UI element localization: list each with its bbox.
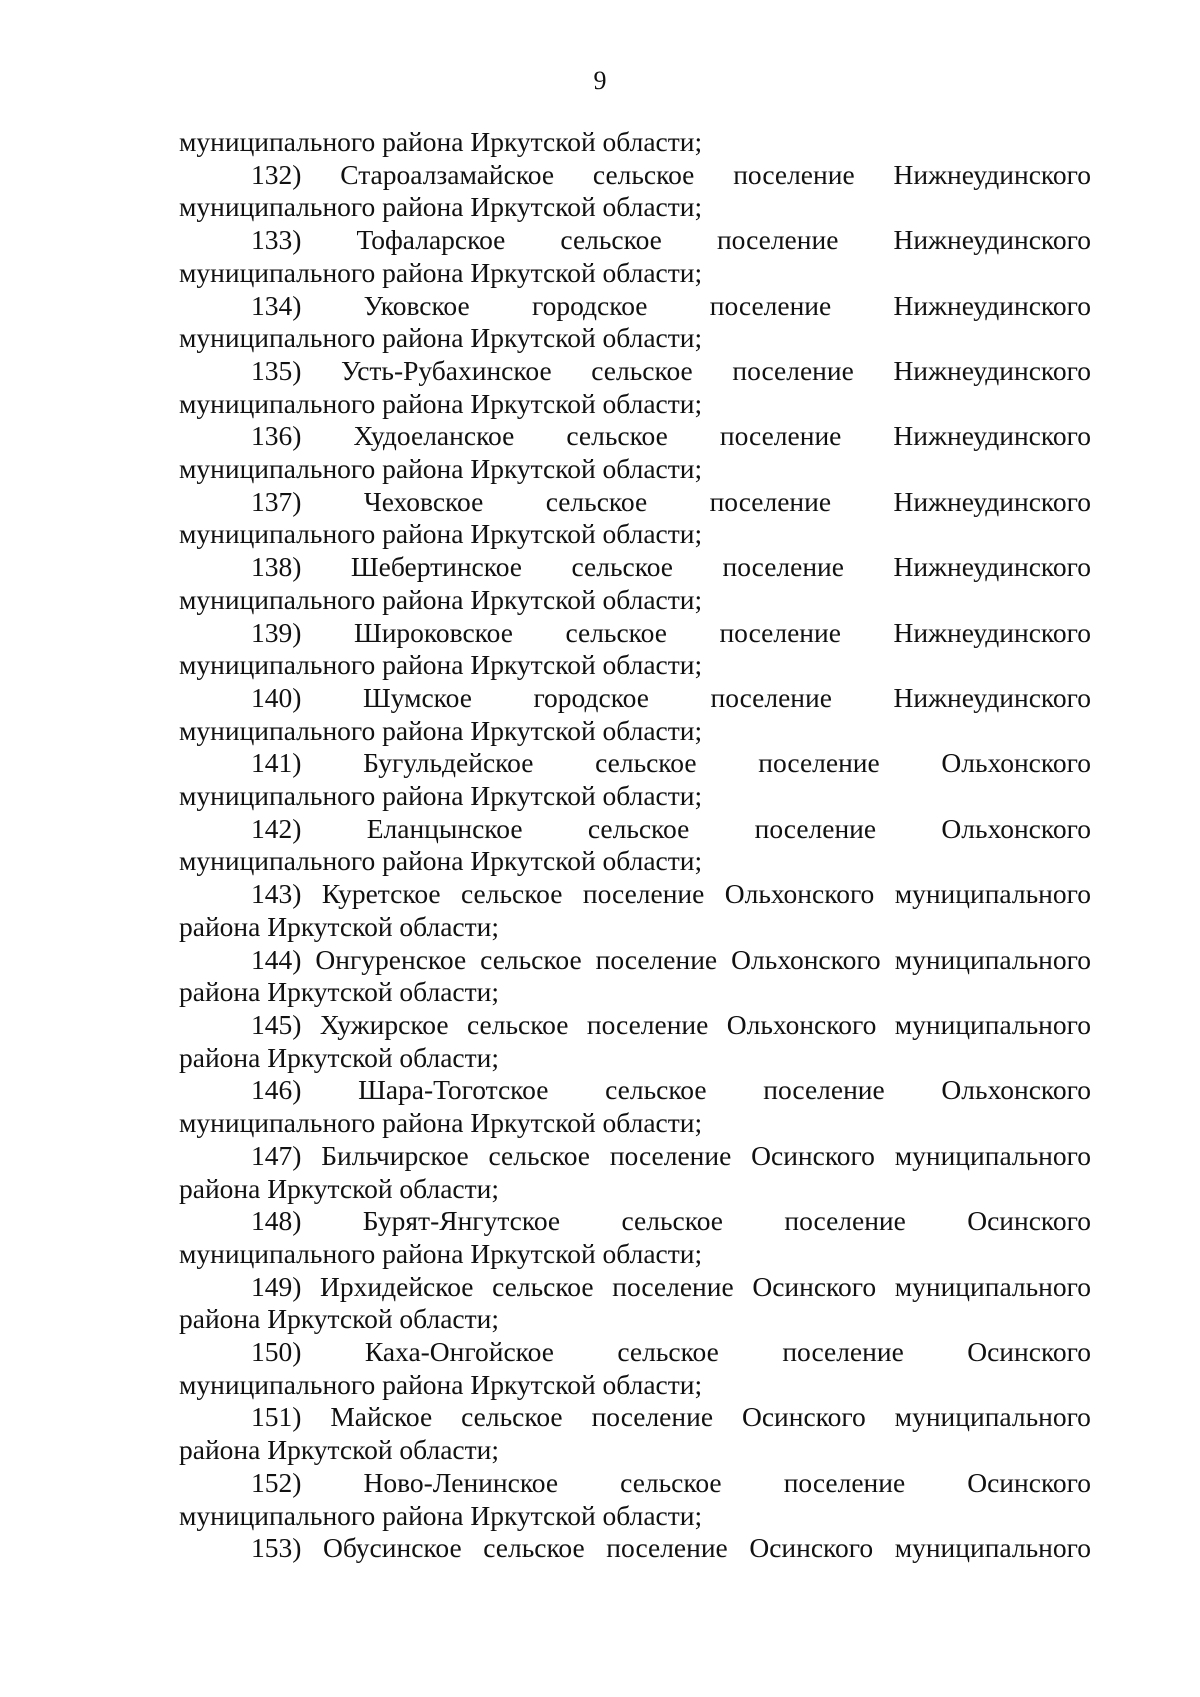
item-word: поселение [606,1532,728,1564]
item-word: поселение [763,1074,885,1106]
item-number: 135) [251,354,302,386]
item-word: поселение [782,1336,904,1368]
list-item [179,1205,1091,1270]
item-word: Еланцынское [366,812,523,844]
item-word: поселение [716,224,839,256]
item-word: сельское [566,420,668,452]
item-word: поселение [710,681,832,713]
item-word: Бурят-Янгутское [362,1205,561,1237]
list-item-continuation: района Иркутской области; [179,910,499,942]
item-number: 151) [251,1401,302,1433]
list-item-first-line [179,1140,1091,1173]
item-word: поселение [732,354,854,386]
item-number: 137) [251,485,302,517]
item-word: Осинского [967,1466,1091,1498]
item-word: Онгуренское [315,943,467,975]
item-word: Староалзамайское [340,158,555,190]
list-item-continuation: муниципального района Иркутской области; [179,387,703,419]
item-word: сельское [571,551,673,583]
list-item [179,551,1091,616]
item-word: поселение [582,878,705,910]
item-word: Уковское [363,289,470,321]
item-word: муниципального [894,1139,1091,1171]
item-word: Ольхонского [941,747,1091,779]
item-word: Бильчирское [321,1139,469,1171]
list-item-continuation: муниципального района Иркутской области; [179,1499,703,1531]
item-word: Ирхидейское [320,1270,474,1302]
item-word: поселение [709,485,832,517]
list-item-first-line [179,1467,1091,1500]
item-word: поселение [591,1401,714,1433]
list-item-first-line [179,1271,1091,1304]
list-item [179,747,1091,812]
item-number: 134) [251,289,302,321]
list-item-first-line [179,224,1091,257]
item-word: сельское [492,1270,594,1302]
item-number: 144) [251,943,302,975]
item-word: муниципального [894,1532,1091,1564]
item-word: сельское [560,224,662,256]
item-word: сельское [483,1532,585,1564]
item-word: сельское [621,1205,723,1237]
list-item-continuation: муниципального района Иркутской области; [179,1107,703,1139]
page-number: 9 [593,66,607,95]
item-word: Нижнеудинского [893,354,1091,386]
item-number: 139) [251,616,302,648]
item-word: поселение [733,158,855,190]
item-number: 145) [251,1008,302,1040]
continuation-line: муниципального района Иркутской области; [179,126,703,157]
item-number: 133) [251,224,302,256]
item-word: поселение [595,943,718,975]
list-item-continuation: муниципального района Иркутской области; [179,191,703,223]
list-item-continuation: муниципального района Иркутской области; [179,322,703,354]
item-word: Нижнеудинского [893,551,1091,583]
item-word: сельское [467,1008,569,1040]
item-number: 148) [251,1205,302,1237]
list-item [179,224,1091,289]
list-item [179,617,1091,682]
list-item-continuation: муниципального района Иркутской области; [179,714,703,746]
list-item [179,486,1091,551]
item-word: Нижнеудинского [893,485,1091,517]
list-item [179,682,1091,747]
list-item-first-line [179,878,1091,911]
item-number: 146) [251,1074,302,1106]
item-word: муниципального [894,1008,1091,1040]
list-item-continuation: района Иркутской области; [179,1434,499,1466]
item-number: 152) [251,1466,302,1498]
item-word: Каха-Онгойское [364,1336,554,1368]
item-word: сельское [587,812,690,844]
list-item [179,159,1091,224]
settlement-list [179,159,1091,1565]
item-number: 136) [251,420,302,452]
item-word: Осинского [741,1401,866,1433]
list-item-first-line [179,1532,1091,1565]
item-word: поселение [783,1466,906,1498]
list-item-first-line [179,486,1091,519]
list-item [179,1271,1091,1336]
continuation-paragraph [179,126,1091,159]
list-item-first-line [179,813,1091,846]
list-item-first-line [179,682,1091,715]
item-number: 142) [251,812,302,844]
item-number: 150) [251,1336,302,1368]
item-word: сельское [480,943,582,975]
item-word: сельское [620,1466,722,1498]
item-word: сельское [461,878,563,910]
list-item-continuation: района Иркутской области; [179,1041,499,1073]
list-item [179,1140,1091,1205]
item-word: сельское [488,1139,590,1171]
list-item [179,290,1091,355]
item-number: 143) [251,878,302,910]
list-item [179,420,1091,485]
list-item [179,813,1091,878]
list-item-first-line [179,420,1091,453]
item-number: 147) [251,1139,302,1171]
list-item-continuation: района Иркутской области; [179,1303,499,1335]
item-word: Усть-Рубахинское [341,354,552,386]
item-word: Нижнеудинского [893,224,1091,256]
item-word: Нижнеудинского [893,289,1091,321]
list-item [179,1336,1091,1401]
item-word: поселение [586,1008,709,1040]
item-word: Нижнеудинского [893,158,1091,190]
list-item-continuation: муниципального района Иркутской области; [179,256,703,288]
list-item [179,1401,1091,1466]
item-word: Осинского [749,1532,874,1564]
item-word: Бугульдейское [363,747,534,779]
list-item-first-line [179,1009,1091,1042]
item-word: Нижнеудинского [893,616,1091,648]
item-word: сельское [617,1336,719,1368]
item-word: Ново-Ленинское [363,1466,559,1498]
item-word: Худоеланское [353,420,515,452]
item-word: Ольхонского [724,878,875,910]
item-word: Ольхонского [731,943,881,975]
item-word: Нижнеудинского [893,420,1091,452]
list-item-continuation: муниципального района Иркутской области; [179,583,703,615]
item-word: Шара-Тоготское [358,1074,549,1106]
item-word: муниципального [894,878,1091,910]
item-word: городское [531,289,648,321]
item-word: Осинского [967,1205,1091,1237]
list-item-continuation: муниципального района Иркутской области; [179,1237,703,1269]
item-word: сельское [592,158,695,190]
item-word: Шебертинское [350,551,523,583]
item-word: поселение [612,1270,734,1302]
item-word: сельское [595,747,697,779]
list-item-first-line [179,290,1091,323]
item-word: Тофаларское [356,224,506,256]
list-item-first-line [179,1205,1091,1238]
list-item-continuation: муниципального района Иркутской области; [179,453,703,485]
item-word: Обусинское [323,1532,462,1564]
item-number: 149) [251,1270,302,1302]
item-word: Шумское [362,681,472,713]
item-number: 132) [251,158,302,190]
item-word: поселение [758,747,880,779]
item-word: сельское [565,616,667,648]
item-word: поселение [609,1139,732,1171]
list-item-continuation: района Иркутской области; [179,976,499,1008]
document-body [179,126,1091,1565]
item-word: Куретское [321,878,441,910]
item-number: 141) [251,747,302,779]
list-item-first-line [179,944,1091,977]
item-word: поселение [719,616,841,648]
item-number: 153) [251,1532,302,1564]
list-item-first-line [179,355,1091,388]
item-word: Ольхонского [941,812,1091,844]
item-word: поселение [784,1205,906,1237]
list-item [179,355,1091,420]
item-word: поселение [722,551,844,583]
item-word: муниципального [894,1401,1091,1433]
list-item-first-line [179,1401,1091,1434]
list-item-continuation: муниципального района Иркутской области; [179,780,703,812]
item-number: 140) [251,681,302,713]
list-item-first-line [179,747,1091,780]
item-word: сельское [545,485,648,517]
item-word: Осинского [751,1139,875,1171]
list-item-first-line [179,617,1091,650]
list-item [179,1467,1091,1532]
list-item [179,1532,1091,1565]
list-item-continuation: муниципального района Иркутской области; [179,518,703,550]
list-item [179,944,1091,1009]
list-item-continuation: муниципального района Иркутской области; [179,1368,703,1400]
item-word: Хужирское [319,1008,449,1040]
item-word: Ольхонского [726,1008,877,1040]
list-item-first-line [179,159,1091,192]
item-word: муниципального [894,1270,1091,1302]
item-word: Нижнеудинского [893,681,1091,713]
list-item [179,878,1091,943]
list-item-first-line [179,1336,1091,1369]
item-word: муниципального [894,943,1091,975]
list-item-first-line [179,1074,1091,1107]
item-word: Чеховское [363,485,484,517]
item-word: поселение [719,420,842,452]
list-item-first-line [179,551,1091,584]
list-item [179,1074,1091,1139]
item-word: Майское [330,1401,433,1433]
item-word: сельское [605,1074,707,1106]
item-word: Осинского [752,1270,877,1302]
item-number: 138) [251,551,302,583]
item-word: Осинского [967,1336,1091,1368]
item-word: Широковское [353,616,513,648]
list-item-continuation: муниципального района Иркутской области; [179,649,703,681]
list-item-continuation: района Иркутской области; [179,1172,499,1204]
item-word: городское [533,681,649,713]
item-word: сельское [461,1401,563,1433]
item-word: поселение [754,812,877,844]
list-item [179,1009,1091,1074]
item-word: Ольхонского [941,1074,1091,1106]
item-word: поселение [709,289,832,321]
list-item-continuation: муниципального района Иркутской области; [179,845,703,877]
item-word: сельское [591,354,693,386]
